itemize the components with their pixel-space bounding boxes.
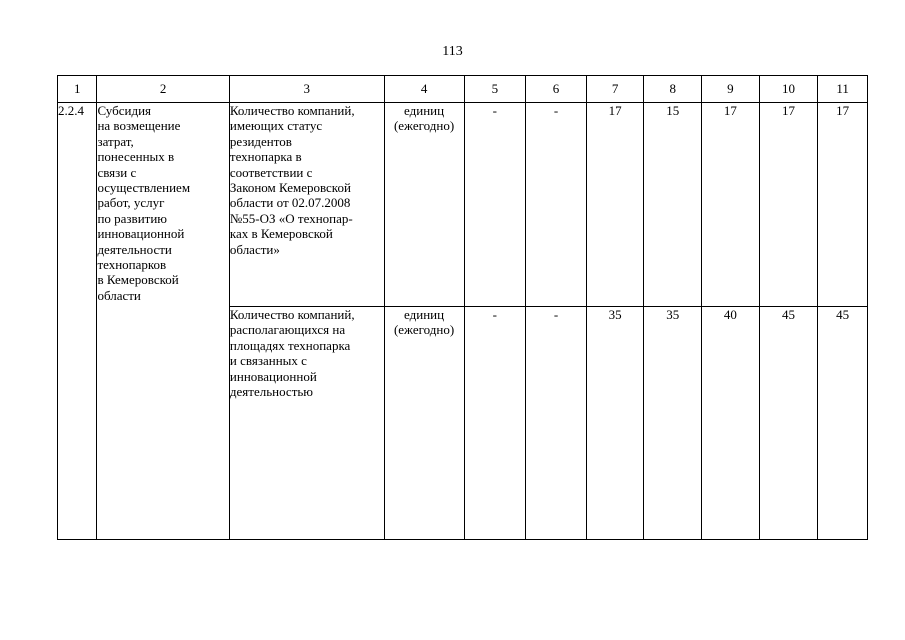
value-cell: 17 [702,103,760,307]
measure-code-cell: 2.2.4 [58,103,97,540]
measure-name-line: Субсидия [97,103,152,118]
value-cell: - [464,307,526,540]
column-number-3: 3 [229,76,384,103]
page-number: 113 [442,44,463,59]
value-cell: 17 [586,103,644,307]
indicator-line: ках в Кемеровской [229,226,333,242]
indicator-line: площадях технопарка [229,337,351,353]
measure-name-line: на возмещение [97,118,181,134]
indicator-line: Количество компаний, [229,307,355,322]
value-cell: 40 [702,307,760,540]
measure-name-line: затрат, [97,133,134,149]
value-cell: 17 [818,103,868,307]
unit-line: единиц [404,307,445,322]
indicator-line: Количество компаний, [229,103,355,118]
column-number-1: 1 [58,76,97,103]
measure-name-line: в Кемеровской [97,272,179,288]
column-number-10: 10 [759,76,818,103]
indicator-line: резидентов [229,133,292,149]
value-cell: 35 [644,307,702,540]
value-cell: 15 [644,103,702,307]
measure-name-line: области [97,287,141,303]
unit-cell [384,307,464,540]
column-number-6: 6 [526,76,587,103]
value-cell: - [526,307,587,540]
value-cell: 45 [759,307,818,540]
column-number-2: 2 [97,76,229,103]
unit-line: (ежегодно) [393,118,455,134]
indicator-line: соответствии с [229,164,313,180]
value-cell: 35 [586,307,644,540]
column-number-4: 4 [384,76,464,103]
column-number-row [58,76,868,103]
indicator-line: №55-ОЗ «О технопар- [229,210,353,226]
measure-name-line: осуществлением [97,180,191,196]
column-number-9: 9 [702,76,760,103]
measure-name-line: деятельности [97,241,172,257]
unit-cell [384,103,464,307]
value-cell: 45 [818,307,868,540]
measure-name-line: работ, услуг [97,195,165,211]
indicator-name-cell [229,103,384,307]
indicator-table [57,75,868,540]
measure-name-line: по развитию [97,210,167,226]
column-number-7: 7 [586,76,644,103]
measure-name-line: технопарков [97,257,167,273]
indicator-line: имеющих статус [229,118,323,134]
column-number-11: 11 [818,76,868,103]
indicator-name-cell [229,307,384,540]
indicator-line: технопарка в [229,149,302,165]
measure-name-cell [97,103,229,540]
measure-name-line: понесенных в [97,149,175,165]
table-row [58,103,868,307]
indicator-line: деятельностью [229,384,314,400]
value-cell: - [526,103,587,307]
unit-line: (ежегодно) [393,322,455,338]
measure-name-line: инновационной [97,226,185,242]
indicator-line: Законом Кемеровской [229,180,351,196]
column-number-5: 5 [464,76,526,103]
indicator-line: инновационной [229,368,317,384]
indicator-line: и связанных с [229,353,307,369]
unit-line: единиц [404,103,445,118]
value-cell: - [464,103,526,307]
indicator-line: располагающихся на [229,322,346,338]
indicator-line: области от 02.07.2008 [229,195,351,211]
measure-name-line: связи с [97,164,137,180]
column-number-8: 8 [644,76,702,103]
indicator-line: области» [229,241,280,257]
value-cell: 17 [759,103,818,307]
